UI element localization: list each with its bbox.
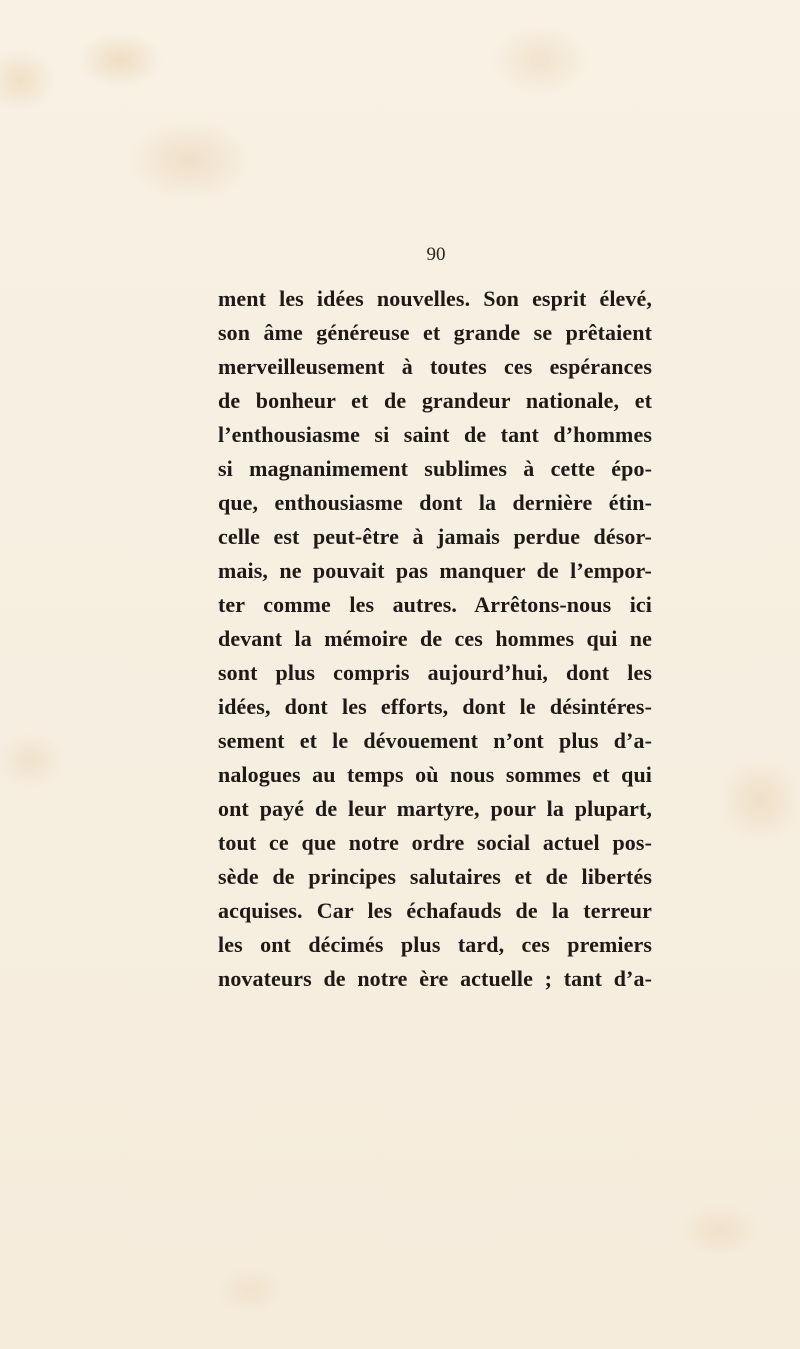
- text-line: l’enthousiasme si saint de tant d’hommes: [218, 422, 652, 447]
- page-number: 90: [426, 244, 446, 265]
- text-line: sement et le dévouement n’ont plus d’a-: [218, 728, 652, 753]
- text-line: celle est peut-être à jamais perdue désor-: [218, 524, 652, 549]
- text-line: devant la mémoire de ces hommes qui ne: [218, 626, 652, 651]
- text-line: merveilleusement à toutes ces espérances: [218, 354, 652, 379]
- text-line: acquises. Car les échafauds de la terreur: [218, 898, 652, 923]
- text-line: sède de principes salutaires et de libertés: [218, 864, 652, 889]
- text-line: ont payé de leur martyre, pour la plupart,: [218, 796, 652, 821]
- text-line: mais, ne pouvait pas manquer de l’empor-: [218, 558, 652, 583]
- text-line: si magnanimement sublimes à cette épo-: [218, 456, 652, 481]
- text-line: ment les idées nouvelles. Son esprit élevé,: [218, 286, 652, 311]
- text-line: son âme généreuse et grande se prêtaient: [218, 320, 652, 345]
- text-line: novateurs de notre ère actuelle ; tant d’a-: [218, 966, 652, 991]
- text-line: de bonheur et de grandeur nationale, et: [218, 388, 652, 413]
- body-text: [218, 282, 652, 996]
- text-line: idées, dont les efforts, dont le désintéres-: [218, 694, 652, 719]
- text-line: les ont décimés plus tard, ces premiers: [218, 932, 652, 957]
- text-line: tout ce que notre ordre social actuel pos-: [218, 830, 652, 855]
- text-line: nalogues au temps où nous sommes et qui: [218, 762, 652, 787]
- text-line: sont plus compris aujourd’hui, dont les: [218, 660, 652, 685]
- text-line: ter comme les autres. Arrêtons-nous ici: [218, 592, 652, 617]
- text-line: que, enthousiasme dont la dernière étin-: [218, 490, 652, 515]
